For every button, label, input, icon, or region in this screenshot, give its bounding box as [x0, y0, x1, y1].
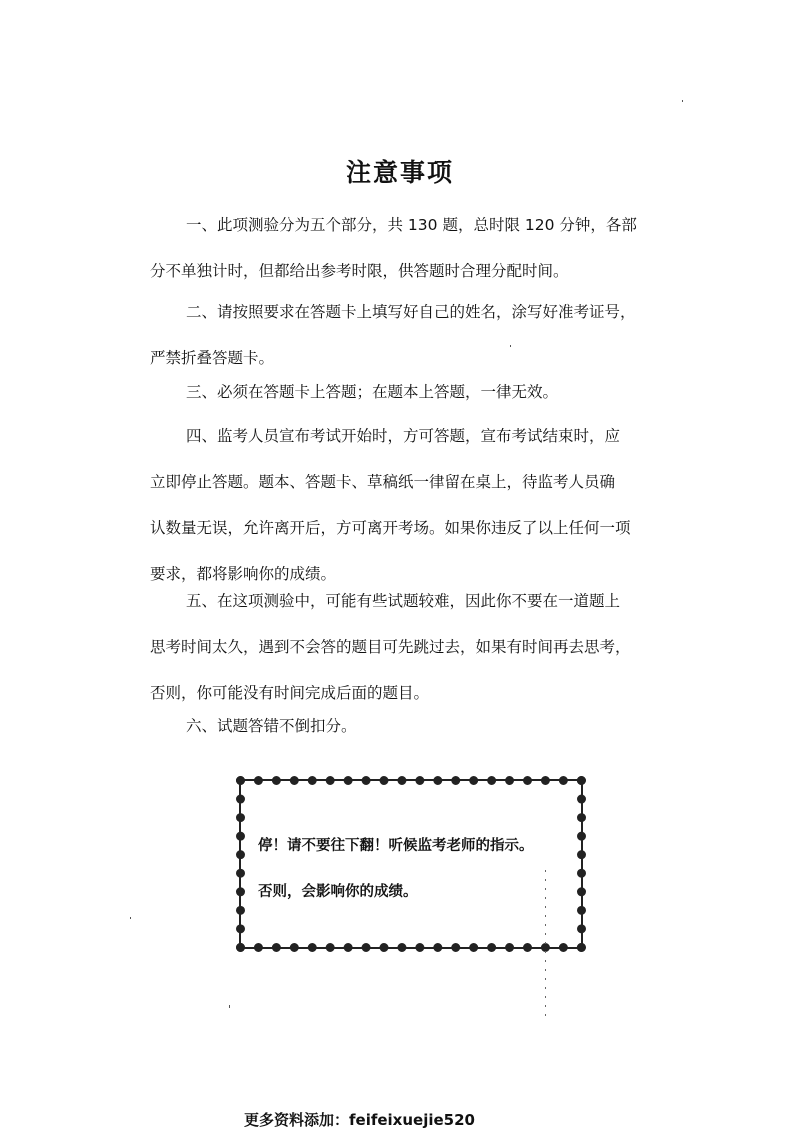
instruction-2	[150, 289, 672, 381]
instruction-4-line-2: 立即停止答题。题本、答题卡、草稿纸一律留在桌上，待监考人员确	[150, 473, 616, 491]
instruction-6	[150, 703, 672, 749]
instruction-1-line-2: 分不单独计时，但都给出参考时限，供答题时合理分配时间。	[150, 262, 569, 280]
scan-speck	[510, 345, 511, 347]
instruction-5-line-2: 思考时间太久，遇到不会答的题目可先跳过去，如果有时间再去思考，	[150, 638, 631, 656]
page-title: 注意事项	[345, 158, 454, 187]
instruction-4	[150, 413, 672, 597]
instruction-2-line-2: 严禁折叠答题卡。	[150, 349, 275, 367]
scan-speck	[682, 100, 683, 102]
scan-speck	[229, 1005, 230, 1008]
footer-contact: 更多资料添加：feifeixuejie520	[244, 1111, 475, 1129]
scan-speck	[130, 917, 131, 919]
stop-notice-box	[236, 776, 586, 952]
scan-speck	[545, 870, 546, 1020]
instruction-5	[150, 578, 672, 716]
instruction-2-line-1: 二、请按照要求在答题卡上填写好自己的姓名，涂写好准考证号，	[186, 303, 636, 321]
instruction-5-line-1: 五、在这项测验中，可能有些试题较难，因此你不要在一道题上	[186, 592, 621, 610]
instruction-4-line-1: 四、监考人员宣布考试开始时，方可答题，宣布考试结束时，应	[186, 427, 621, 445]
instruction-3	[150, 369, 672, 415]
instruction-1-line-1: 一、此项测验分为五个部分，共 130 题，总时限 120 分钟，各部	[186, 216, 637, 234]
instruction-6-line-1: 六、试题答错不倒扣分。	[186, 717, 357, 735]
instruction-5-line-3: 否则，你可能没有时间完成后面的题目。	[150, 684, 430, 702]
stop-notice-line-2: 否则，会影响你的成绩。	[258, 883, 418, 900]
instruction-4-line-3: 认数量无误，允许离开后，方可离开考场。如果你违反了以上任何一项	[150, 519, 631, 537]
instruction-3-line-1: 三、必须在答题卡上答题；在题本上答题，一律无效。	[186, 383, 559, 401]
stop-notice-text	[258, 833, 534, 925]
instruction-1	[150, 202, 672, 294]
instruction-4-line-4: 要求，都将影响你的成绩。	[150, 565, 337, 583]
stop-notice-line-1: 停！请不要往下翻！听候监考老师的指示。	[258, 837, 534, 854]
